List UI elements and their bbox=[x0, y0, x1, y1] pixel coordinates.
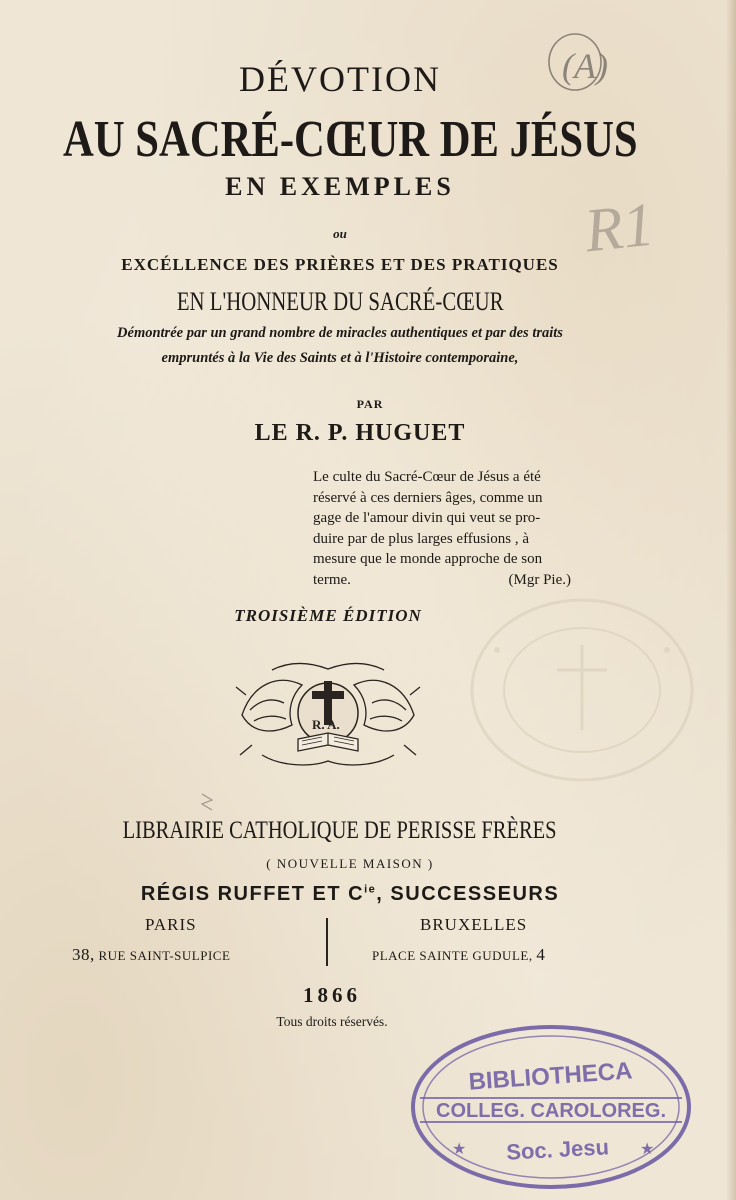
epigraph-last-word: terme. bbox=[313, 571, 351, 588]
successors-post: , SUCCESSEURS bbox=[376, 883, 560, 905]
pencil-mark-a: (A) bbox=[562, 46, 608, 86]
star-icon: ★ bbox=[640, 1141, 655, 1158]
successors-pre: RÉGIS RUFFET ET C bbox=[140, 883, 365, 905]
pencil-mark-r1: R1 bbox=[581, 190, 658, 266]
subtitle-description-2: empruntés à la Vie des Saints et à l'Histoire contemporaine, bbox=[161, 350, 519, 366]
city-paris: PARIS bbox=[145, 915, 197, 934]
subtitle-line-2-text: EN L'HONNEUR DU SACRÉ-CŒUR bbox=[176, 287, 504, 316]
star-icon: ★ bbox=[452, 1141, 467, 1158]
title-line-1: DÉVOTION bbox=[239, 59, 441, 99]
epigraph-line: Le culte du Sacré-Cœur de Jésus a été bbox=[313, 469, 541, 485]
author-name: LE R. P. HUGUET bbox=[254, 420, 466, 446]
stamp-line-2: COLLEG. CAROLOREG. bbox=[436, 1100, 666, 1122]
stamp-line-3: Soc. Jesu bbox=[505, 1134, 610, 1165]
publisher-note: ( NOUVELLE MAISON ) bbox=[266, 856, 434, 871]
author-par: PAR bbox=[356, 397, 384, 411]
subtitle-ou: ou bbox=[333, 226, 347, 241]
subtitle-line-1: EXCÉLLENCE DES PRIÈRES ET DES PRATIQUES bbox=[121, 255, 559, 274]
address-brussels-street: PLACE SAINTE GUDULE, bbox=[372, 948, 537, 963]
publisher-name bbox=[0, 817, 680, 845]
epigraph bbox=[313, 467, 589, 590]
address-paris-street: RUE SAINT-SULPICE bbox=[94, 948, 231, 963]
epigraph-line: gage de l'amour divin qui veut se pro- bbox=[313, 510, 541, 526]
epigraph-line: duire par de plus larges effusions , à bbox=[313, 530, 530, 547]
address-brussels bbox=[372, 945, 545, 965]
stamp-line-1: BIBLIOTHECA bbox=[467, 1057, 634, 1096]
publisher-successors bbox=[10, 883, 690, 906]
epigraph-last-line bbox=[313, 570, 589, 591]
pencil-tick-icon bbox=[198, 790, 218, 814]
successors-sup: ie bbox=[364, 883, 377, 896]
page-edge-shadow bbox=[726, 0, 736, 1200]
city-brussels: BRUXELLES bbox=[420, 915, 528, 934]
subtitle-line-2 bbox=[0, 287, 680, 317]
title-line-2 bbox=[0, 110, 680, 169]
address-divider bbox=[326, 918, 328, 966]
address-paris bbox=[72, 945, 230, 965]
publication-year: 1866 bbox=[303, 983, 361, 1007]
epigraph-line: mesure que le monde approche de son bbox=[313, 551, 543, 567]
embossed-seal-icon bbox=[462, 590, 702, 790]
address-paris-number: 38, bbox=[72, 945, 95, 964]
vignette-letters: R. A. bbox=[312, 717, 340, 732]
title-main: AU SACRÉ-CŒUR DE JÉSUS bbox=[63, 111, 638, 168]
cross-book-vignette-icon bbox=[232, 655, 424, 773]
library-stamp bbox=[408, 1022, 694, 1192]
subtitle-description-1: Démontrée par un grand nombre de miracles authentiques et par des traits bbox=[117, 325, 563, 341]
rights-notice: Tous droits réservés. bbox=[276, 1014, 388, 1029]
publisher-name-text: LIBRAIRIE CATHOLIQUE DE PERISSE FRÈRES bbox=[123, 817, 557, 844]
edition-label: TROISIÈME ÉDITION bbox=[234, 606, 422, 625]
address-brussels-number: 4 bbox=[536, 945, 546, 964]
epigraph-line: réservé à ces derniers âges, comme un bbox=[313, 489, 543, 506]
epigraph-attribution: (Mgr Pie.) bbox=[508, 571, 571, 588]
title-line-3: EN EXEMPLES bbox=[225, 172, 455, 201]
